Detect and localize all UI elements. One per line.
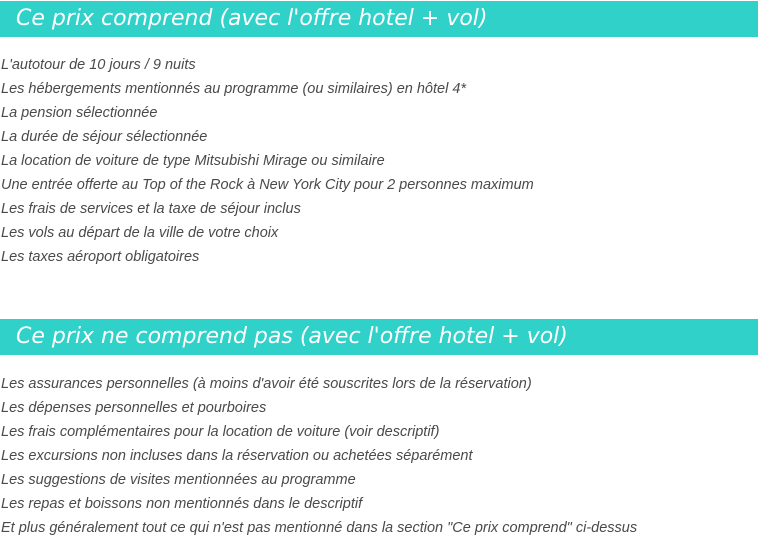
included-list <box>1 53 534 269</box>
excluded-item: Les repas et boissons non mentionnés dans le descriptif <box>1 496 363 512</box>
included-item: La durée de séjour sélectionnée <box>1 129 208 145</box>
excluded-item: Les suggestions de visites mentionnées au programme <box>1 472 356 488</box>
included-item: L'autotour de 10 jours / 9 nuits <box>1 57 196 73</box>
excluded-item: Et plus généralement tout ce qui n'est pas mentionné dans la section "Ce prix comprend" ci-dessus <box>1 520 638 536</box>
included-item: La location de voiture de type Mitsubishi Mirage ou similaire <box>1 153 385 169</box>
excluded-section-title: Ce prix ne comprend pas (avec l'offre hotel + vol) <box>0 319 758 355</box>
excluded-item: Les assurances personnelles (à moins d'avoir été souscrites lors de la réservation) <box>1 376 532 392</box>
included-item: Les frais de services et la taxe de séjour inclus <box>1 201 301 217</box>
included-item: Les taxes aéroport obligatoires <box>1 249 200 265</box>
excluded-item: Les excursions non incluses dans la réservation ou achetées séparément <box>1 448 473 464</box>
excluded-item: Les dépenses personnelles et pourboires <box>1 400 267 416</box>
excluded-item: Les frais complémentaires pour la location de voiture (voir descriptif) <box>1 424 440 440</box>
included-item: Les vols au départ de la ville de votre choix <box>1 225 279 241</box>
included-item: La pension sélectionnée <box>1 105 158 121</box>
included-section-title: Ce prix comprend (avec l'offre hotel + vol) <box>0 1 758 37</box>
included-item: Une entrée offerte au Top of the Rock à New York City pour 2 personnes maximum <box>1 177 534 193</box>
included-item: Les hébergements mentionnés au programme (ou similaires) en hôtel 4* <box>1 81 467 97</box>
excluded-list <box>1 372 637 540</box>
